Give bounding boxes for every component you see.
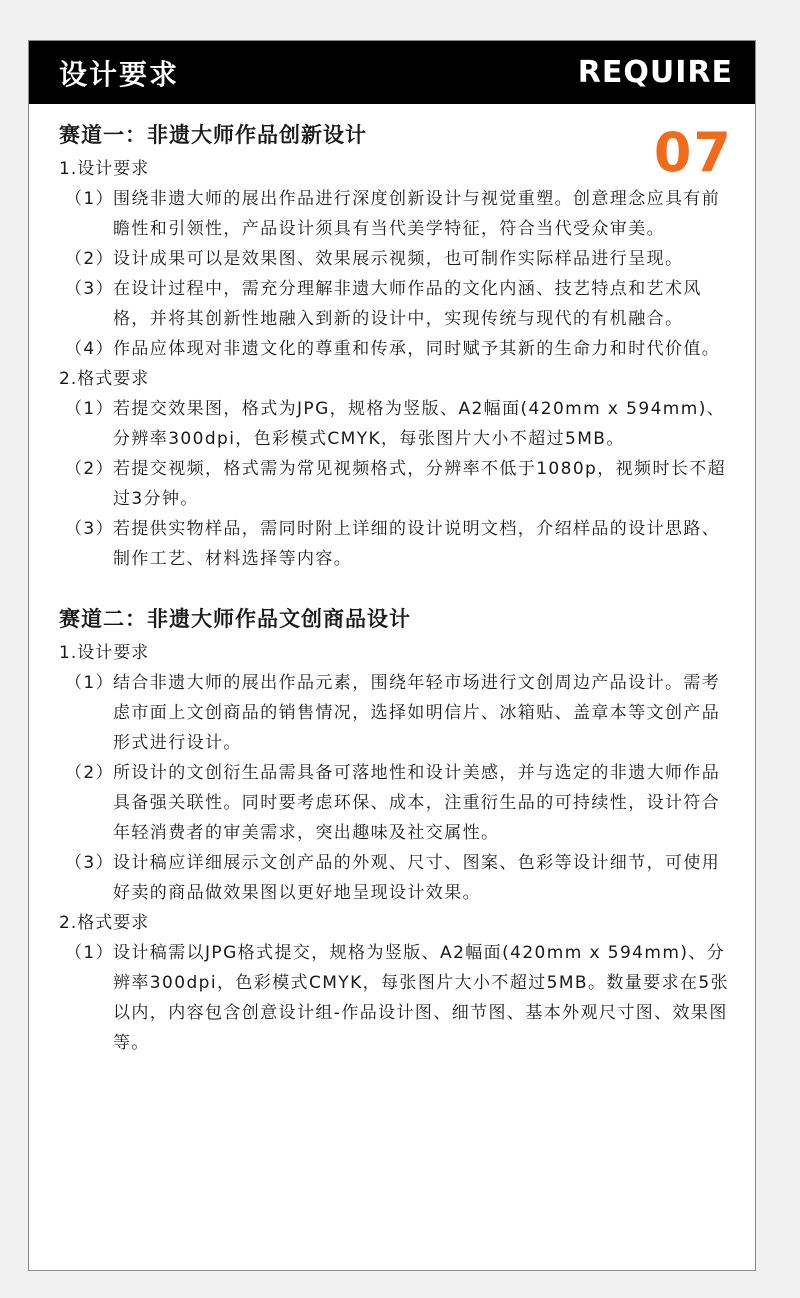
item-number: （1） [65, 943, 115, 963]
item-text: 设计稿应详细展示文创产品的外观、尺寸、图案、色彩等设计细节，可使用好卖的商品做效果图以更好地呈现设计效果。 [113, 853, 721, 903]
track-1-design-item [59, 274, 735, 334]
page-title-english: REQUIRE [577, 55, 733, 90]
track-2-design-heading: 1.设计要求 [59, 643, 150, 663]
content [29, 104, 755, 1058]
track-1-format-heading: 2.格式要求 [59, 369, 150, 389]
track-1-title: 赛道一：非遗大师作品创新设计 [59, 123, 367, 147]
item-text: 在设计过程中，需充分理解非遗大师作品的文化内涵、技艺特点和艺术风格，并将其创新性地融入到新的设计中，实现传统与现代的有机融合。 [113, 279, 702, 329]
item-number: （3） [65, 519, 115, 539]
track-2-format-heading: 2.格式要求 [59, 913, 150, 933]
track-1-design-item [59, 184, 735, 244]
item-text: 结合非遗大师的展出作品元素，围绕年轻市场进行文创周边产品设计。需考虑市面上文创商品的销售情况，选择如明信片、冰箱贴、盖章本等文创产品形式进行设计。 [113, 673, 721, 753]
track-2-design-item [59, 848, 735, 908]
track-1-design-heading: 1.设计要求 [59, 159, 150, 179]
item-text: 所设计的文创衍生品需具备可落地性和设计美感，并与选定的非遗大师作品具备强关联性。同时要考虑环保、成本，注重衍生品的可持续性，设计符合年轻消费者的审美需求，突出趣味及社交属性。 [113, 763, 721, 843]
item-number: （2） [65, 249, 115, 269]
item-text: 设计成果可以是效果图、效果展示视频，也可制作实际样品进行呈现。 [113, 249, 684, 269]
item-text: 设计稿需以JPG格式提交，规格为竖版、A2幅面(420mm x 594mm)、分辨率300dpi，色彩模式CMYK，每张图片大小不超过5MB。数量要求在5张以内，内容包含创意设计组-作品设计图、细节图、基本外观尺寸图、效果图等。 [113, 943, 729, 1053]
track-2-design-item [59, 668, 735, 758]
requirements-card [28, 40, 756, 1271]
track-1-design-item [59, 244, 735, 274]
track-2-format-item [59, 938, 735, 1058]
item-text: 围绕非遗大师的展出作品进行深度创新设计与视觉重塑。创意理念应具有前瞻性和引领性，产品设计须具有当代美学特征，符合当代受众审美。 [113, 189, 721, 239]
track-1-format-item [59, 394, 735, 454]
item-number: （3） [65, 853, 115, 873]
item-number: （4） [65, 339, 115, 359]
item-text: 若提交效果图，格式为JPG，规格为竖版、A2幅面(420mm x 594mm)、分辨率300dpi，色彩模式CMYK，每张图片大小不超过5MB。 [113, 399, 726, 449]
item-number: （1） [65, 673, 115, 693]
track-1-format-item [59, 514, 735, 574]
track-1-format-item [59, 454, 735, 514]
track-2-title: 赛道二：非遗大师作品文创商品设计 [59, 607, 411, 631]
item-number: （3） [65, 279, 115, 299]
header-bar [29, 41, 755, 104]
page-number: 07 [653, 121, 733, 184]
item-text: 若提供实物样品，需同时附上详细的设计说明文档，介绍样品的设计思路、制作工艺、材料选择等内容。 [113, 519, 721, 569]
item-text: 作品应体现对非遗文化的尊重和传承，同时赋予其新的生命力和时代价值。 [113, 339, 721, 359]
item-number: （2） [65, 459, 115, 479]
item-number: （2） [65, 763, 115, 783]
item-number: （1） [65, 399, 115, 419]
item-number: （1） [65, 189, 115, 209]
track-1-design-item [59, 334, 735, 364]
item-text: 若提交视频，格式需为常见视频格式，分辨率不低于1080p，视频时长不超过3分钟。 [113, 459, 727, 509]
page-title: 设计要求 [59, 57, 180, 91]
track-2-design-item [59, 758, 735, 848]
